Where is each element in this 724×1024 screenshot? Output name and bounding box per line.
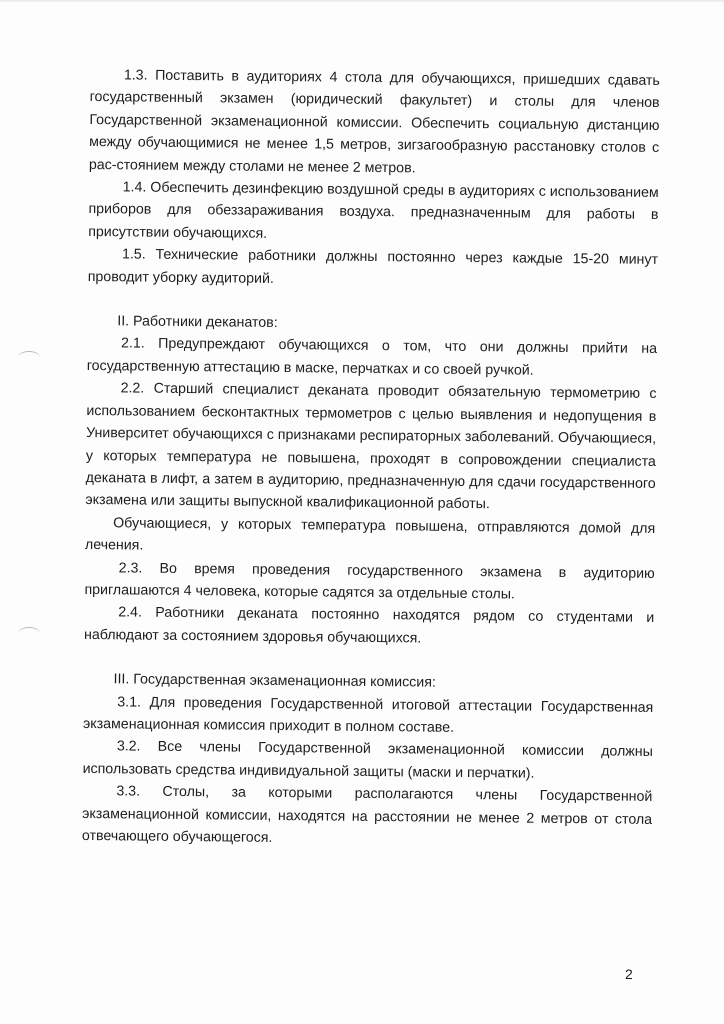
paragraph-3-2: 3.2. Все члены Государственной экзаменационной комиссии должны использовать средства индивидуальной защиты (маски и перчатки).	[82, 738, 653, 782]
paragraph-2-3: 2.3. Во время проведения государственного экзамена в аудиторию приглашаются 4 человека, которые садятся за отдельные столы.	[84, 559, 655, 603]
document-body	[82, 64, 660, 853]
punch-hole-mark	[18, 351, 40, 364]
paragraph-1-5: 1.5. Технические работники должны постоянно через каждые 15-20 минут проводит уборку аудиторий.	[87, 246, 659, 287]
section-heading-2: II. Работники деканатов:	[117, 313, 278, 332]
paragraph-2-2: 2.2. Старший специалист деканата проводит обязательную термометрию с использованием бесконтактных термометров с целью выявления и недопущения в Университет обучающихся с признаками респираторных заболеваний. Обучающиеся, у которых температура не повышена, проходят в сопровождении специалиста деканата в лифт, а затем в аудиторию, предназначенную для сдачи государственного экзамена или защиты выпускной квалификационной работы.	[85, 380, 657, 513]
paragraph-2-4: 2.4. Работники деканата постоянно находятся рядом со студентами и наблюдают за состоянием здоровья обучающихся.	[83, 604, 655, 647]
punch-hole-mark	[18, 627, 40, 640]
paragraph-1-3: 1.3. Поставить в аудиториях 4 стола для обучающихся, пришедших сдавать государственный экзамен (юридический факультет) и столы для членов Государственной экзаменационной комиссии. Обеспечить социальную дистанцию между обучающимися не менее 1,5 метров, зигзагообразную расстановку столов с рас-стоянием между столами не менее 2 метров.	[88, 67, 660, 177]
scan-edge	[0, 0, 724, 3]
section-heading-3: III. Государственная экзаменационная комиссия:	[113, 671, 436, 691]
paragraph-3-1: 3.1. Для проведения Государственной итоговой аттестации Государственная экзаменационная комиссия приходит в полном составе.	[83, 693, 654, 736]
paragraph-1-4: 1.4. Обеспечить дезинфекцию воздушной среды в аудиториях с использованием приборов для обеззараживания воздуха. предназначенным для работы в присутствии обучающихся.	[88, 179, 659, 242]
paragraph-3-3: 3.3. Столы, за которыми располагаются члены Государственной экзаменационной комиссии, находятся на расстоянии не менее 2 метров от стола отвечающего обучающегося.	[81, 783, 653, 846]
paragraph-2-1: 2.1. Предупреждают обучающихся о том, что они должны прийти на государственную аттестацию в маске, перчатках и со своей ручкой.	[86, 335, 658, 379]
paragraph-2-2-continued: Обучающиеся, у которых температура повышена, отправляются домой для лечения.	[84, 514, 656, 554]
page-number: 2	[625, 966, 633, 982]
